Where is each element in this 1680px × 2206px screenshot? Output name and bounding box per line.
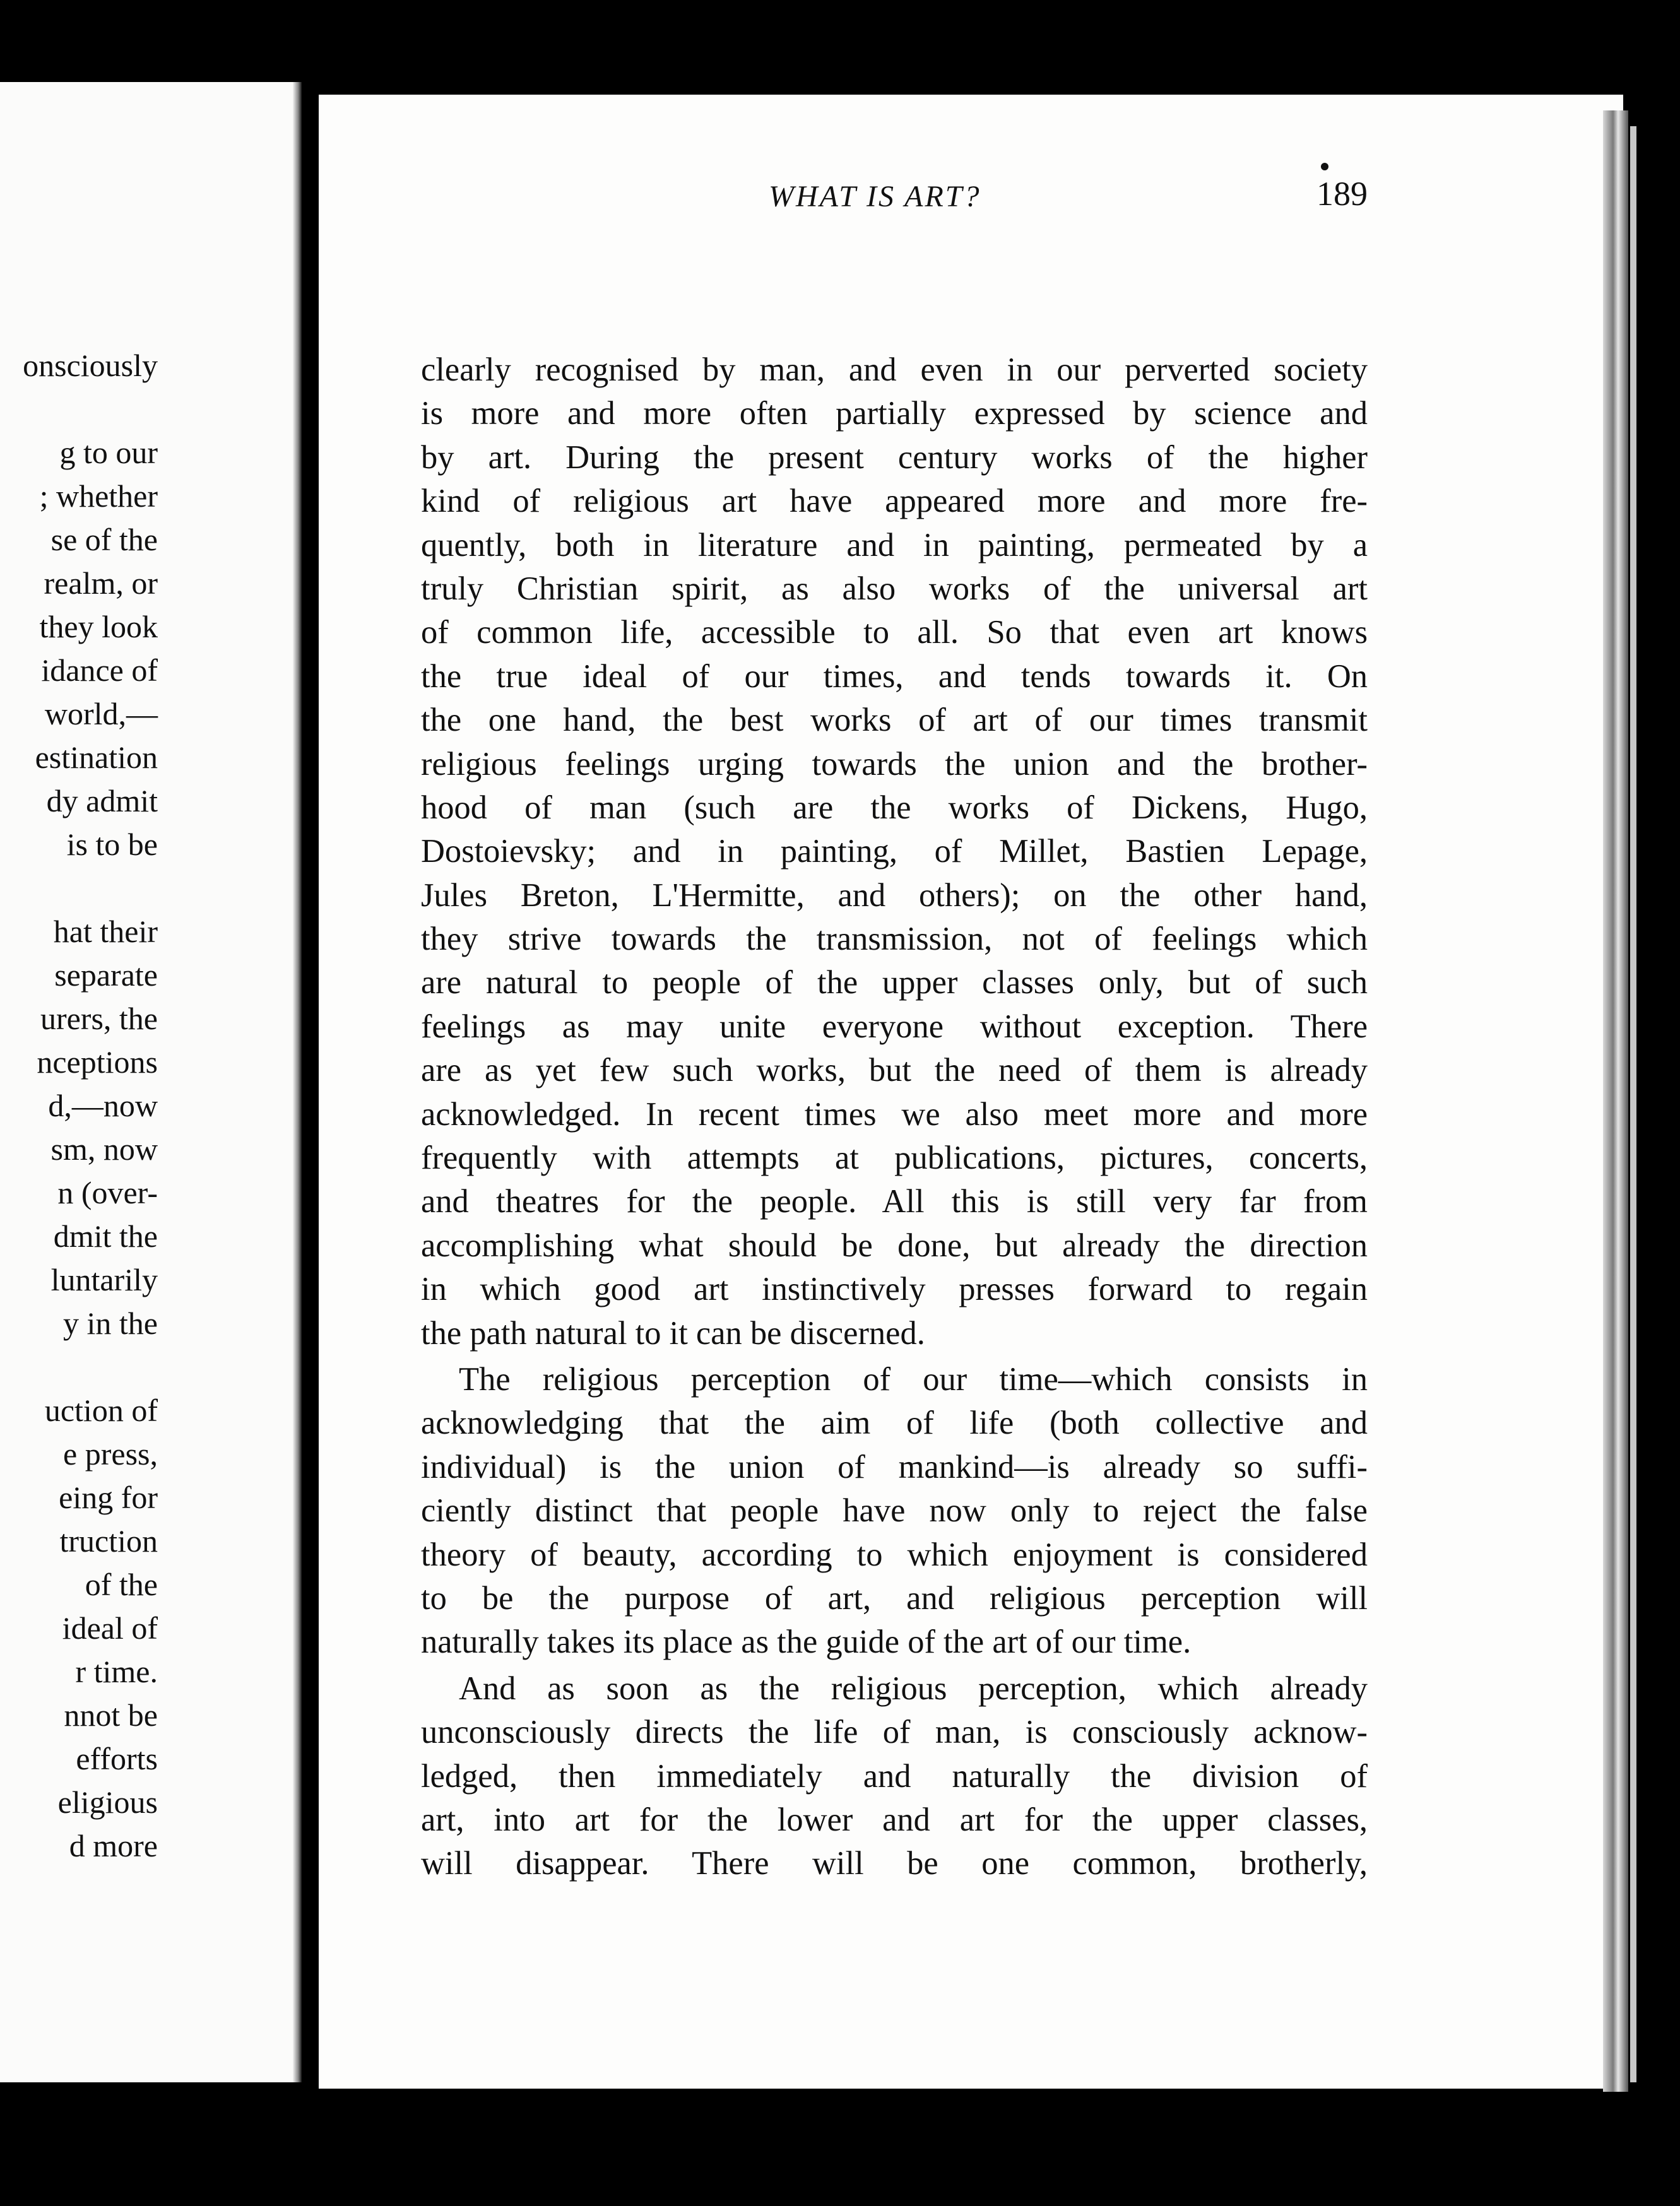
previous-page-line [0, 1345, 297, 1389]
previous-page-line: eligious [57, 1784, 158, 1820]
body-text [421, 348, 1368, 1886]
previous-page-line: onsciously [23, 348, 158, 383]
text-line: to be the purpose of art, and religious perception will [421, 1579, 1368, 1617]
text-line: acknowledging that the aim of life (both collective and [421, 1405, 1368, 1442]
previous-page-line: d,—now [48, 1088, 158, 1123]
text-line: The religious perception of our time—which consists in [459, 1360, 1368, 1398]
text-line: the true ideal of our times, and tends towards it. On [421, 658, 1368, 695]
text-line: ciently distinct that people have now only to reject the false [421, 1492, 1368, 1530]
text-line: art, into art for the lower and art for the upper classes, [421, 1801, 1368, 1838]
previous-page-line: hat their [53, 914, 158, 949]
page-edge-stack [1603, 110, 1628, 2092]
text-line: they strive towards the transmission, not of feelings which [421, 921, 1368, 958]
previous-page-line: they look [39, 609, 158, 644]
previous-page-line: truction [59, 1523, 158, 1559]
text-line: naturally takes its place as the guide of the art of our time. [421, 1624, 1192, 1661]
text-line: kind of religious art have appeared more and more fre- [421, 483, 1368, 520]
previous-page-line: dmit the [53, 1218, 158, 1254]
previous-page-line: idance of [41, 652, 158, 688]
previous-page-line [0, 866, 297, 910]
previous-page-line: e press, [63, 1436, 158, 1472]
previous-page-line: nceptions [37, 1044, 158, 1080]
text-line: truly Christian spirit, as also works of the universal art [421, 570, 1368, 607]
previous-page-line: of the [85, 1567, 158, 1602]
text-line: will disappear. There will be one common, brotherly, [421, 1845, 1368, 1882]
text-line: religious feelings urging towards the union and the brother- [421, 745, 1368, 782]
ink-speck [1321, 163, 1328, 170]
previous-page-fragment [0, 82, 302, 2082]
text-line: are as yet few such works, but the need of them is already [421, 1052, 1368, 1089]
previous-page-line: nnot be [64, 1697, 158, 1733]
previous-page-line: se of the [50, 522, 158, 557]
text-line: accomplishing what should be done, but already the direction [421, 1227, 1368, 1264]
page-gap [302, 0, 321, 2206]
text-line: is more and more often partially expressed by science and [421, 395, 1368, 432]
previous-page-line: estination [35, 740, 158, 775]
previous-page-line: urers, the [40, 1001, 158, 1036]
book-gutter-shadow [293, 82, 302, 2082]
previous-page-line: uction of [44, 1393, 158, 1428]
text-line: ledged, then immediately and naturally the division of [421, 1757, 1368, 1795]
previous-page-line: n (over- [57, 1175, 158, 1210]
text-line: are natural to people of the upper classes only, but of such [421, 964, 1368, 1001]
page-number: 189 [1316, 175, 1368, 213]
text-line: the one hand, the best works of art of our times transmit [421, 702, 1368, 739]
text-line: frequently with attempts at publications, pictures, concerts, [421, 1140, 1368, 1177]
previous-page-line: efforts [76, 1741, 158, 1776]
text-line: And as soon as the religious perception, which already [459, 1670, 1368, 1707]
previous-page-line: eing for [59, 1480, 158, 1515]
previous-page-line: world,— [44, 696, 158, 731]
previous-page-line: dy admit [46, 783, 158, 818]
text-line: individual) is the union of mankind—is already so suffi- [421, 1448, 1368, 1485]
text-line: the path natural to it can be discerned. [421, 1314, 925, 1352]
previous-page-line: y in the [63, 1306, 158, 1341]
previous-page-line: ; whether [39, 478, 158, 514]
text-line: theory of beauty, according to which enjoyment is considered [421, 1536, 1368, 1573]
text-line: acknowledged. In recent times we also meet more and more [421, 1095, 1368, 1133]
text-line: in which good art instinctively presses forward to regain [421, 1271, 1368, 1308]
previous-page-line: luntarily [50, 1262, 158, 1297]
previous-page-line: d more [69, 1828, 158, 1863]
text-line: and theatres for the people. All this is still very far from [421, 1183, 1368, 1220]
text-line: clearly recognised by man, and even in our perverted society [421, 351, 1368, 388]
text-line: feelings as may unite everyone without exception. There [421, 1008, 1368, 1045]
text-line: Dostoievsky; and in painting, of Millet, Bastien Lepage, [421, 833, 1368, 870]
page-edge-stack-outer [1630, 126, 1636, 2082]
text-line: hood of man (such are the works of Dickens, Hugo, [421, 789, 1368, 826]
previous-page-line: is to be [66, 827, 158, 862]
text-line: Jules Breton, L'Hermitte, and others); on the other hand, [421, 876, 1368, 914]
previous-page-line: ideal of [62, 1610, 158, 1646]
previous-page-line: sm, now [50, 1131, 158, 1167]
previous-page-line [0, 387, 297, 431]
previous-page-text [0, 344, 297, 1868]
text-line: of common life, accessible to all. So that even art knows [421, 614, 1368, 651]
text-line: by art. During the present century works of the higher [421, 439, 1368, 476]
text-line: quently, both in literature and in painting, permeated by a [421, 526, 1368, 563]
text-line: unconsciously directs the life of man, is consciously acknow- [421, 1714, 1368, 1751]
previous-page-line: realm, or [44, 565, 158, 601]
previous-page-line: separate [54, 957, 158, 993]
previous-page-line: r time. [75, 1654, 158, 1689]
running-head: WHAT IS ART? [769, 180, 981, 213]
previous-page-line: g to our [59, 435, 158, 470]
